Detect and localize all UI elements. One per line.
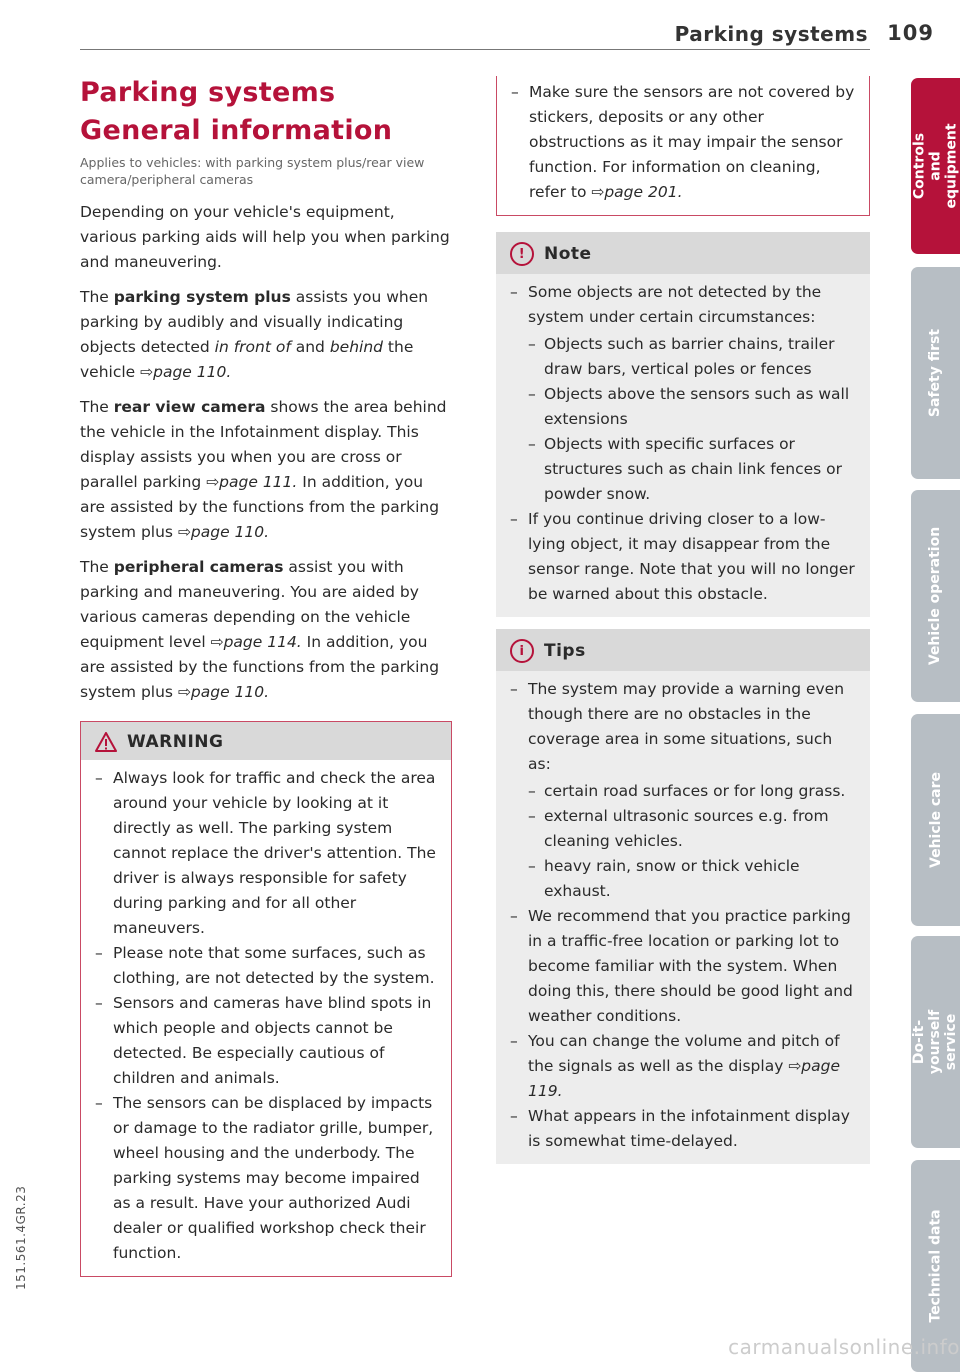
note-header [496,232,870,274]
page-reference-link[interactable]: ⇨page 119. [528,1057,841,1100]
tips-item: – The system may provide a warning even though there are no obstacles in the coverage area in some situations, such as: – certain road surfaces or for long grass. – external ultrasonic sources e.g. from cleaning vehicles. – heavy rain, snow or thick vehicle exhaust. [510,677,856,904]
note-title: Note [544,244,592,264]
paragraph-peripheral-cameras: The peripheral cameras assist you with parking and maneuvering. You are aided by various cameras depending on the vehicle equipment level ⇨page 114. In addition, you are assisted by the functions from the parking system plus ⇨page 110. [80,558,440,701]
header-rule [80,49,870,50]
warning-item: – Make sure the sensors are not covered by stickers, deposits or any other obstructions as it may impair the sensor function. For information on cleaning, refer to ⇨page 201. [511,80,855,205]
page-reference-link[interactable]: ⇨page 110. [177,523,270,541]
left-column [80,76,452,1277]
chapter-tab-operation[interactable]: Vehicle operation [911,490,960,702]
tips-title: Tips [544,641,586,661]
page-reference-link[interactable]: ⇨page 110. [177,683,270,701]
term-parking-system-plus: parking system plus [113,288,291,306]
note-item: – If you continue driving closer to a low-lying object, it may disappear from the sensor range. Note that you will no longer be warned about this obstacle. [510,507,856,607]
tips-subitem: – heavy rain, snow or thick vehicle exhaust. [528,854,856,904]
warning-list [95,766,437,1266]
tips-header [496,629,870,671]
chapter-tab-diy[interactable]: Do-it-yourself service [911,936,960,1148]
note-subitem: – Objects such as barrier chains, trailer draw bars, vertical poles or fences [528,332,856,382]
warning-item: – Always look for traffic and check the area around your vehicle by looking at it directly as well. The parking system cannot replace the driver's attention. The driver is always responsible for safety during parking and for all other maneuvers. [95,766,437,941]
info-circle-icon: i [510,639,534,663]
warning-item: – Please note that some surfaces, such as clothing, are not detected by the system. [95,941,437,991]
page-number: 109 [887,21,934,45]
tips-item: – We recommend that you practice parking in a traffic-free location or parking lot to become familiar with the system. When doing this, there should be good light and weather conditions. [510,904,856,1029]
note-box [496,232,870,617]
tips-subitem: – certain road surfaces or for long grass. [528,779,856,804]
warning-header [81,722,451,760]
chapter-title: Parking systems [80,77,336,108]
note-item: – Some objects are not detected by the system under certain circumstances: – Objects such as barrier chains, trailer draw bars, vertical poles or fences – Objects above the sensors such as wall extensions – Objects with specific surfaces or structures such as chain link fences or powder snow. [510,280,856,507]
document-code: 151.561.4GR.23 [14,1185,28,1290]
warning-item: – The sensors can be displaced by impacts or damage to the radiator grille, bumper, wheel housing and the underbody. The parking systems may become impaired as a result. Have your authorized Audi dealer or qualified workshop check their function. [95,1091,437,1266]
term-rear-view-camera: rear view camera [113,398,266,416]
page-reference-link[interactable]: ⇨page 110. [140,363,232,381]
running-header-title: Parking systems [674,22,868,46]
warning-item: – Sensors and cameras have blind spots in which people and objects cannot be detected. Be especially cautious of children and animals. [95,991,437,1091]
paragraph-rear-view-camera: The rear view camera shows the area behind the vehicle in the Infotainment display. This display assists you when you are cross or parallel parking ⇨page 111. In addition, you are assisted by the functions from the parking system plus ⇨page 110. [80,398,447,541]
chapter-tab-controls[interactable]: Controls and equipment [911,78,960,254]
page-reference-link[interactable]: ⇨page 111. [206,473,298,491]
note-subitem: – Objects with specific surfaces or structures such as chain link fences or powder snow. [528,432,856,507]
warning-title: WARNING [127,732,224,752]
tips-box [496,629,870,1164]
chapter-tab-technical[interactable]: Technical data [911,1160,960,1372]
applies-to-note: Applies to vehicles: with parking system plus/rear view camera/peripheral cameras [80,155,425,187]
chapter-tab-safety[interactable]: Safety first [911,267,960,479]
watermark: carmanualsonline.info [728,1335,960,1359]
warning-box-continued [496,76,870,216]
paragraph-intro: Depending on your vehicle's equipment, various parking aids will help you when parking and maneuvering. [80,203,450,271]
exclamation-circle-icon: ! [510,242,534,266]
warning-triangle-icon [95,732,117,752]
chapter-tab-care[interactable]: Vehicle care [911,714,960,926]
page-reference-link[interactable]: ⇨page 201. [591,183,683,201]
warning-body [81,760,451,1276]
note-body [496,274,870,617]
tips-subitem: – external ultrasonic sources e.g. from cleaning vehicles. [528,804,856,854]
tips-item: – What appears in the infotainment display is somewhat time-delayed. [510,1104,856,1154]
section-title: General information [80,115,393,146]
right-column [496,76,870,1164]
tips-item: – You can change the volume and pitch of the signals as well as the display ⇨page 119. [510,1029,856,1104]
tips-body [496,671,870,1164]
note-subitem: – Objects above the sensors such as wall extensions [528,382,856,432]
paragraph-parking-system-plus: The parking system plus assists you when parking by audibly and visually indicating objects detected in front of and behind the vehicle ⇨page 110. [80,288,429,381]
warning-box [80,721,452,1277]
page-reference-link[interactable]: ⇨page 114. [210,633,302,651]
term-peripheral-cameras: peripheral cameras [113,558,284,576]
